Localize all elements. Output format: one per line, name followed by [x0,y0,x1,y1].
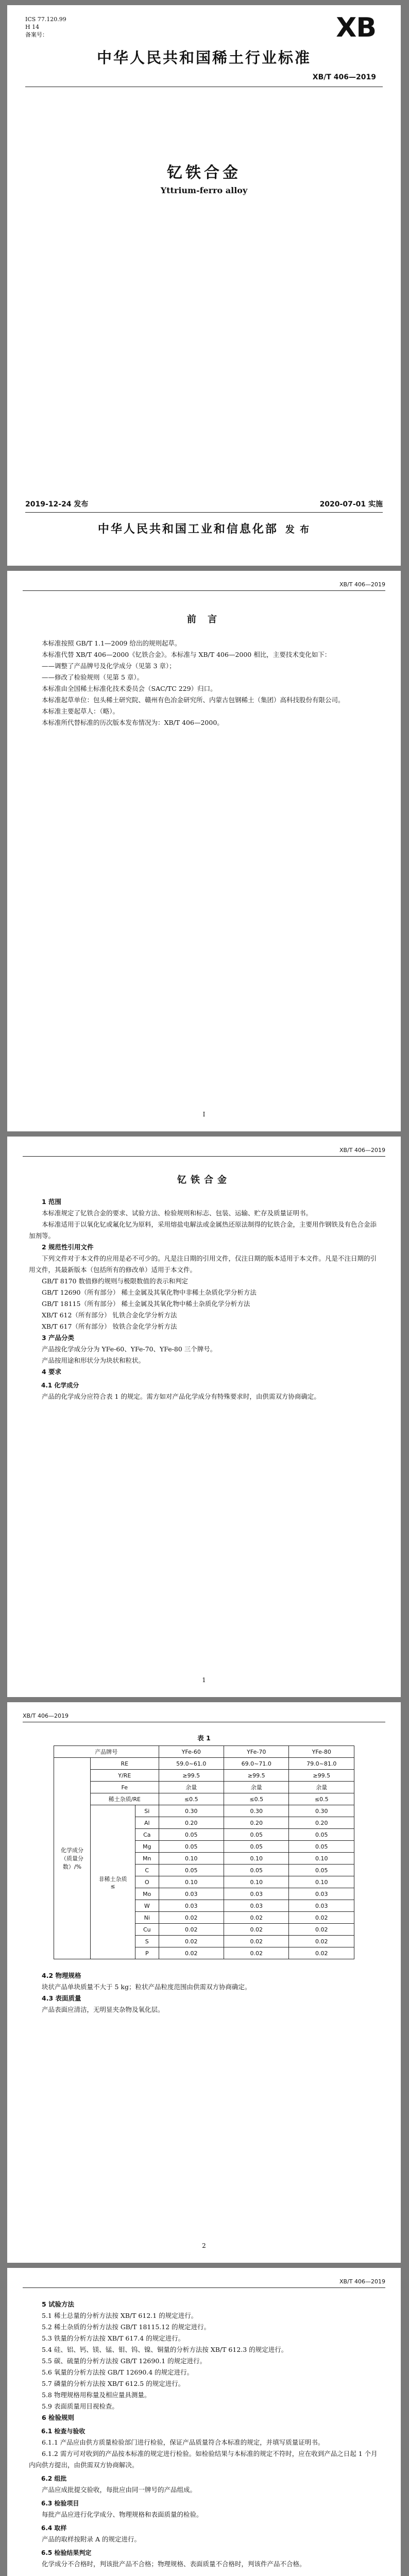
table-cell: 余量 [159,1782,224,1793]
table-header: YFe-60 [159,1746,224,1758]
table-cell: 0.02 [289,1947,354,1959]
table-cell: 0.05 [289,1841,354,1853]
ics-code: ICS 77.120.99 [25,16,66,23]
table-cell: ≥99.5 [159,1770,224,1782]
table-cell: 59.0~61.0 [159,1758,224,1770]
table-cell: 0.02 [159,1947,224,1959]
max-symbol: ≤ [110,1883,115,1890]
method-item: 5.2 稀土杂质的分析方法按 GB/T 18115.12 的规定进行。 [42,2323,211,2331]
implement-date: 2020-07-01 实施 [319,500,383,509]
method-item: 5.4 硅、铝、钙、镁、锰、钼、钨、镍、铜量的分析方法按 XB/T 612.3 的规定进行。 [42,2346,288,2353]
table-row [54,1805,354,1817]
running-header: XB/T 406—2019 [339,1147,385,1154]
publish-date: 2019-12-24 发布 [25,500,89,509]
table-cell: 0.03 [289,1888,354,1900]
table-cell: ≤0.5 [289,1793,354,1805]
table-cell: 0.03 [159,1888,224,1900]
body-paragraph: 6.1.2 需方可对收到的产品按本标准的规定进行检验。如检验结果与本标准的规定不符时，应在收到产品之日起 1 个月内向供方提出，由供需双方协商解决。 [29,2450,378,2469]
header-rule [23,1156,385,1157]
table-cell: 69.0~71.0 [224,1758,289,1770]
body-paragraph: 6.1.1 产品应由供方质量检验部门进行检验，保证产品质量符合本标准的规定，并填写质量证明书。 [42,2438,325,2446]
reference-item: GB/T 18115（所有部分） 稀土金属及其氧化物中稀土杂质化学分析方法 [42,1300,250,1308]
bottom-rule [25,512,383,513]
table-cell: 0.02 [289,1912,354,1924]
subsection-heading: 6.5 检验结果判定 [41,2549,92,2556]
preface-text [29,638,379,728]
table-cell: 0.30 [159,1805,224,1817]
table-cell: 0.20 [159,1817,224,1829]
table-cell: 0.02 [224,1912,289,1924]
page-number: 2 [202,2242,206,2249]
table-cell: Fe [91,1782,159,1793]
table-caption: 表 1 [197,1734,211,1742]
cover-page [7,5,401,566]
preface-paragraph: 本标准代替 XB/T 406—2000《钇铁合金》。本标准与 XB/T 406—2000 相比，主要技术变化如下： [42,651,331,658]
table-cell: W [135,1900,159,1912]
table-page [7,1702,401,2263]
body-paragraph: 产品应成批提交验收，每批应由同一牌号的产品组成。 [42,2486,197,2494]
cover-classification [25,15,66,39]
table-cell: ≥99.5 [289,1770,354,1782]
reference-item: GB/T 12690（所有部分） 稀土金属及其氧化物中非稀土杂质化学分析方法 [42,1289,257,1296]
table-row [54,1793,354,1805]
table-cell: 0.10 [224,1876,289,1888]
reference-item: GB/T 8170 数值修约规则与极限数值的表示和判定 [42,1277,188,1285]
table-cell: 0.03 [224,1900,289,1912]
subsection-heading: 6.4 取样 [41,2524,67,2532]
body-page-1 [7,1137,401,1697]
group-label: 化学成分（质量分数）/% [54,1758,91,1959]
table-cell: Ca [135,1829,159,1841]
table-cell: RE [91,1758,159,1770]
table-cell: 0.03 [289,1900,354,1912]
table-cell: 0.10 [159,1876,224,1888]
table-cell: 余量 [224,1782,289,1793]
table-cell: 0.02 [289,1924,354,1936]
issuer-name: 中华人民共和国工业和信息化部 [97,522,278,536]
page-number: 1 [202,1676,206,1684]
reference-item: XB/T 617（所有部分） 钕铁合金化学分析方法 [42,1323,177,1330]
table-header: 产品牌号 [54,1746,159,1758]
table-cell: Mg [135,1841,159,1853]
standard-name-cn: 钇铁合金 [167,164,241,182]
reference-item: XB/T 612（所有部分） 钆铁合金化学分析方法 [42,1311,177,1319]
subsection-heading: 4.1 化学成分 [41,1382,79,1389]
table-header: YFe-80 [289,1746,354,1758]
body-text [29,1196,379,1402]
method-item: 5.8 物理规格用称量及相应量具测量。 [42,2391,151,2399]
table-row [54,1758,354,1770]
method-item: 5.5 碳、硫量的分析方法按 GB/T 12690.1 的规定进行。 [42,2357,207,2365]
subsection-heading: 6.3 检验项目 [41,2500,79,2507]
ccs-code: H 14 [25,24,40,30]
body-paragraph: 本标准适用于以氧化钇或氟化钇为原料，采用熔盐电解法或金属热还原法制得的钇铁合金，主要用作钢铁及有色合金添加剂等。 [29,1221,377,1240]
standard-category-title: 中华人民共和国稀土行业标准 [96,49,311,66]
table-cell: 0.30 [289,1805,354,1817]
preface-page [7,571,401,1131]
running-header: XB/T 406—2019 [339,2278,385,2285]
preface-paragraph: 本标准按照 GB/T 1.1—2009 给出的规则起草。 [42,639,181,647]
table-row [54,1770,354,1782]
table-cell: C [135,1865,159,1876]
standard-name-en: Yttrium-ferro alloy [160,185,248,195]
table-cell: 0.02 [159,1936,224,1947]
xb-logo: XB [336,12,376,43]
table-cell: 0.10 [289,1853,354,1865]
page-number: Ⅰ [202,1111,206,1118]
composition-table [54,1745,354,1959]
method-item: 5.1 稀土总量的分析方法按 XB/T 612.1 的规定进行。 [42,2312,198,2319]
table-cell: 79.0~81.0 [289,1758,354,1770]
table-cell: ≥99.5 [224,1770,289,1782]
table-cell: 稀土杂质/RE [91,1793,159,1805]
body-paragraph: 产品按用途和形状分为块状和粒状。 [42,1357,145,1364]
section-heading: 5 试验方法 [42,2300,75,2308]
subsection-heading: 6.2 组批 [41,2475,67,2482]
preface-paragraph: ——调整了产品牌号及化学成分（见第 3 章）； [42,662,176,670]
table-cell: 0.05 [289,1829,354,1841]
body-paragraph: 产品表面应清洁，无明显夹杂物及氧化层。 [42,2006,164,2013]
table-cell: S [135,1936,159,1947]
table-cell: ≤0.5 [159,1793,224,1805]
table-cell: 0.05 [159,1829,224,1841]
table-cell: 0.20 [289,1817,354,1829]
table-cell: 0.02 [289,1936,354,1947]
body-paragraph: 每批产品应进行化学成分、物理规格和表面质量的检验。 [42,2511,203,2518]
impurity-label [91,1805,135,1959]
subsection-heading: 6.1 检查与验收 [41,2428,86,2435]
table-cell: P [135,1947,159,1959]
table-page-text [29,1970,379,2015]
filing-number: 备案号： [25,31,48,38]
method-item: 5.9 表面质量用目视检查。 [42,2402,118,2410]
standard-code: XB/T 406—2019 [312,73,376,81]
table-cell: 0.05 [224,1865,289,1876]
section-heading: 1 范围 [42,1198,62,1206]
table-cell: Si [135,1805,159,1817]
table-cell: 0.05 [159,1841,224,1853]
table-cell: 0.05 [159,1865,224,1876]
preface-paragraph: 本标准所代替标准的历次版本发布情况为：XB/T 406—2000。 [42,719,224,726]
section-heading: 6 检验规则 [42,2414,75,2421]
table-cell: 0.05 [289,1865,354,1876]
section-heading: 2 规范性引用文件 [42,1243,94,1251]
subsection-heading: 4.2 物理规格 [42,1972,81,1979]
header-rule [23,590,385,591]
table-cell: 0.05 [224,1841,289,1853]
method-item: 5.7 磷量的分析方法按 XB/T 612.5 的规定进行。 [42,2380,185,2387]
method-item: 5.6 氧量的分析方法按 GB/T 12690.4 的规定进行。 [42,2368,194,2376]
section-heading: 3 产品分类 [42,1334,75,1342]
table-cell: 0.30 [224,1805,289,1817]
table-cell: 0.02 [159,1924,224,1936]
table-cell: Ni [135,1912,159,1924]
table-cell: 0.03 [224,1888,289,1900]
table-cell: 0.10 [289,1876,354,1888]
methods-page [7,2268,401,2576]
preface-title: 前 言 [186,614,221,625]
body-title: 钇铁合金 [177,1175,231,1185]
table-row [54,1782,354,1793]
table-cell: 0.05 [224,1829,289,1841]
header-rule [23,2287,385,2288]
impurity-group-text: 非稀土杂质 [98,1875,127,1883]
issuer-suffix: 发 布 [285,524,311,535]
subsection-heading: 4.3 表面质量 [42,1994,81,2002]
running-header: XB/T 406—2019 [23,1713,69,1719]
preface-paragraph: 本标准由全国稀土标准化技术委员会（SAC/TC 229）归口。 [42,685,217,692]
body-paragraph: 产品的化学成分应符合表 1 的规定。需方如对产品化学成分有特殊要求时，由供需双方协商确定。 [42,1393,320,1400]
table-cell: 0.02 [159,1912,224,1924]
table-cell: Mn [135,1853,159,1865]
preface-paragraph: 本标准主要起草人：（略）。 [42,707,120,715]
issuer [7,520,401,536]
table-cell: ≤0.5 [224,1793,289,1805]
body-paragraph: 产品的取样按附录 A 的规定进行。 [42,2535,141,2543]
table-cell: 0.10 [224,1853,289,1865]
section-heading: 4 要求 [42,1368,62,1376]
table-cell: Cu [135,1924,159,1936]
body-paragraph: 化学成分不合格时，判该批产品不合格；物理规格、表面质量不合格时，判该件产品不合格。 [42,2560,306,2568]
table-cell: O [135,1876,159,1888]
table-cell: 0.20 [224,1817,289,1829]
body-paragraph: 本标准规定了钇铁合金的要求、试验方法、检验规则和标志、包装、运输、贮存及质量证明书。 [42,1209,313,1217]
table-cell: Y/RE [91,1770,159,1782]
table-cell: 0.03 [159,1900,224,1912]
method-item: 5.3 铁量的分析方法按 XB/T 617.4 的规定进行。 [42,2334,185,2342]
table-cell: 0.02 [224,1936,289,1947]
body-paragraph: 下列文件对于本文件的应用是必不可少的。凡是注日期的引用文件，仅注日期的版本适用于本文件。凡是不注日期的引用文件，其最新版本（包括所有的修改单）适用于本文件。 [29,1255,377,1274]
methods-text [29,2299,379,2570]
table-cell: Al [135,1817,159,1829]
table-header: YFe-70 [224,1746,289,1758]
preface-paragraph: ——修改了检验规则（见第 5 章）。 [42,673,144,681]
preface-paragraph: 本标准起草单位：包头稀土研究院、赣州有色冶金研究所、内蒙古包钢稀土（集团）高科技股份有限公司。 [42,696,345,704]
table-cell: 余量 [289,1782,354,1793]
table-cell: 0.10 [159,1853,224,1865]
running-header: XB/T 406—2019 [339,581,385,588]
table-cell: 0.02 [224,1947,289,1959]
table-cell: Mo [135,1888,159,1900]
body-paragraph: 产品按化学成分分为 YFe-60、YFe-70、YFe-80 三个牌号。 [42,1345,217,1353]
body-paragraph: 块状产品单块质量不大于 5 kg；粒状产品粒度范围由供需双方协商确定。 [42,1983,251,1991]
table-cell: 0.02 [224,1924,289,1936]
